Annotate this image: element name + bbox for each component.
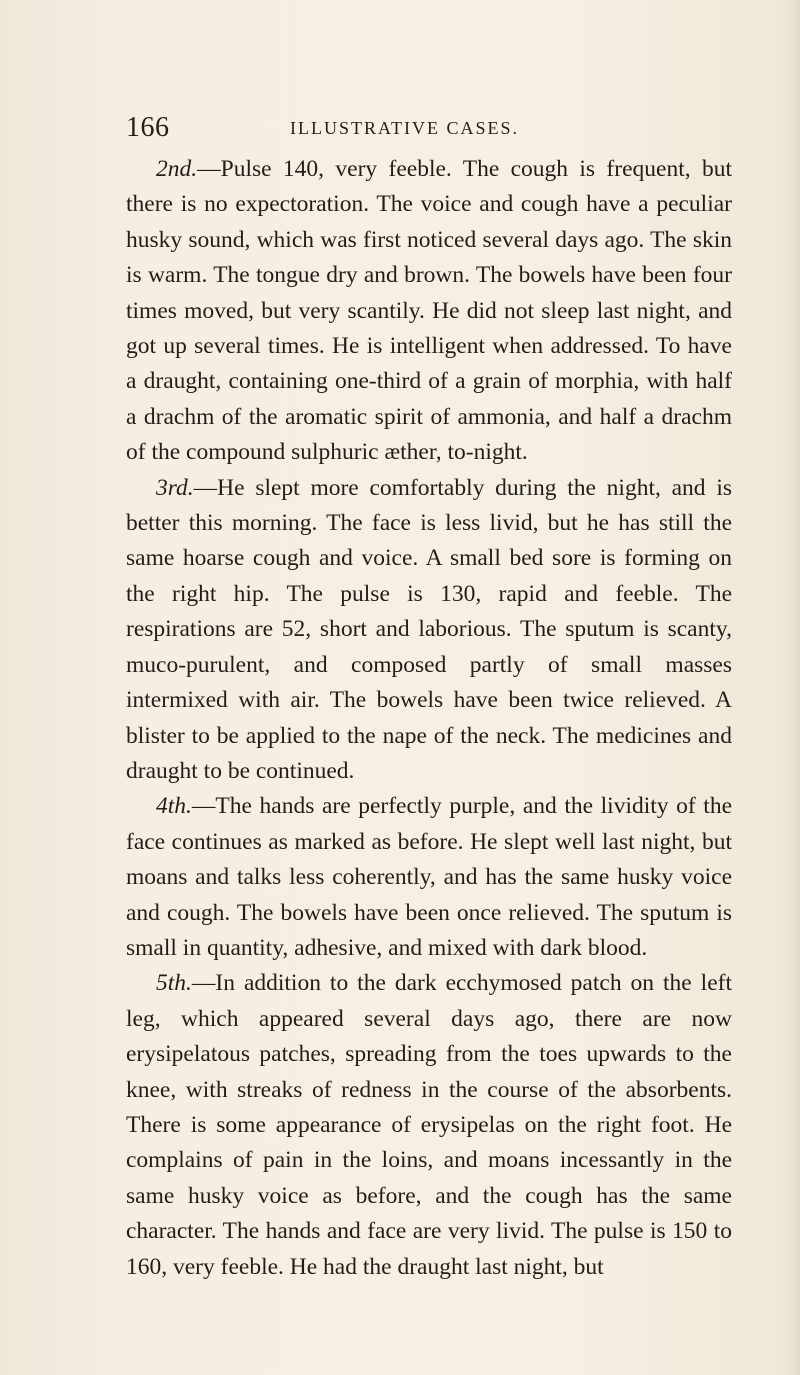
running-head: ILLUSTRATIVE CASES.	[290, 118, 520, 138]
page-number: 166	[126, 112, 170, 143]
entry-date: 2nd.	[156, 156, 198, 182]
entry-text: —He slept more comfortably during the night, and is better this morning. The face is less livid, but he has still the same hoarse cough and voice. A small bed sore is forming on the right hip. The pulse is 130, rapid and feeble. The respirations are 52, short and laborious. The sputum is scanty, muco-purulent, and composed partly of small masses intermixed with air. The bowels have been twice relieved. A blister to be applied to the nape of the neck. The medicines and draught to be continued.	[126, 474, 732, 784]
entry-text: —The hands are perfectly purple, and the lividity of the face continues as marked as before. He slept well last night, but moans and talks less coherently, and has the same husky voice and cough. The bowels have been once relieved. The sputum is small in quantity, adhesive, and mixed with dark blood.	[126, 793, 732, 961]
case-notes	[126, 152, 732, 1285]
entry-date: 4th.	[156, 793, 192, 820]
entry-4th	[126, 789, 732, 966]
entry-2nd	[126, 152, 732, 471]
entry-5th	[126, 966, 732, 1285]
entry-3rd	[126, 471, 732, 790]
page-edge-shadow	[786, 0, 800, 1375]
entry-text: —Pulse 140, very feeble. The cough is frequent, but there is no expectoration. The voice and cough have a peculiar husky sound, which was first noticed several days ago. The skin is warm. The tongue dry and brown. The bowels have been four times moved, but very scantily. He did not sleep last night, and got up several times. He is intelligent when addressed. To have a draught, containing one-third of a grain of morphia, with half a drachm of the aromatic spirit of ammonia, and half a drachm of the compound sulphuric æther, to-night.	[126, 156, 732, 466]
page-header	[126, 112, 726, 152]
entry-date: 3rd.	[156, 474, 194, 501]
entry-text: —In addition to the dark ecchymosed patch on the left leg, which appeared several days ago, there are now erysipelatous patches, spreading from the toes upwards to the knee, with streaks of redness in the course of the absorbents. There is some appearance of erysipelas on the right foot. He complains of pain in the loins, and moans incessantly in the same husky voice as before, and the cough has the same character. The hands and face are very livid. The pulse is 150 to 160, very feeble. He had the draught last night, but	[126, 970, 732, 1280]
entry-date: 5th.	[156, 970, 192, 997]
